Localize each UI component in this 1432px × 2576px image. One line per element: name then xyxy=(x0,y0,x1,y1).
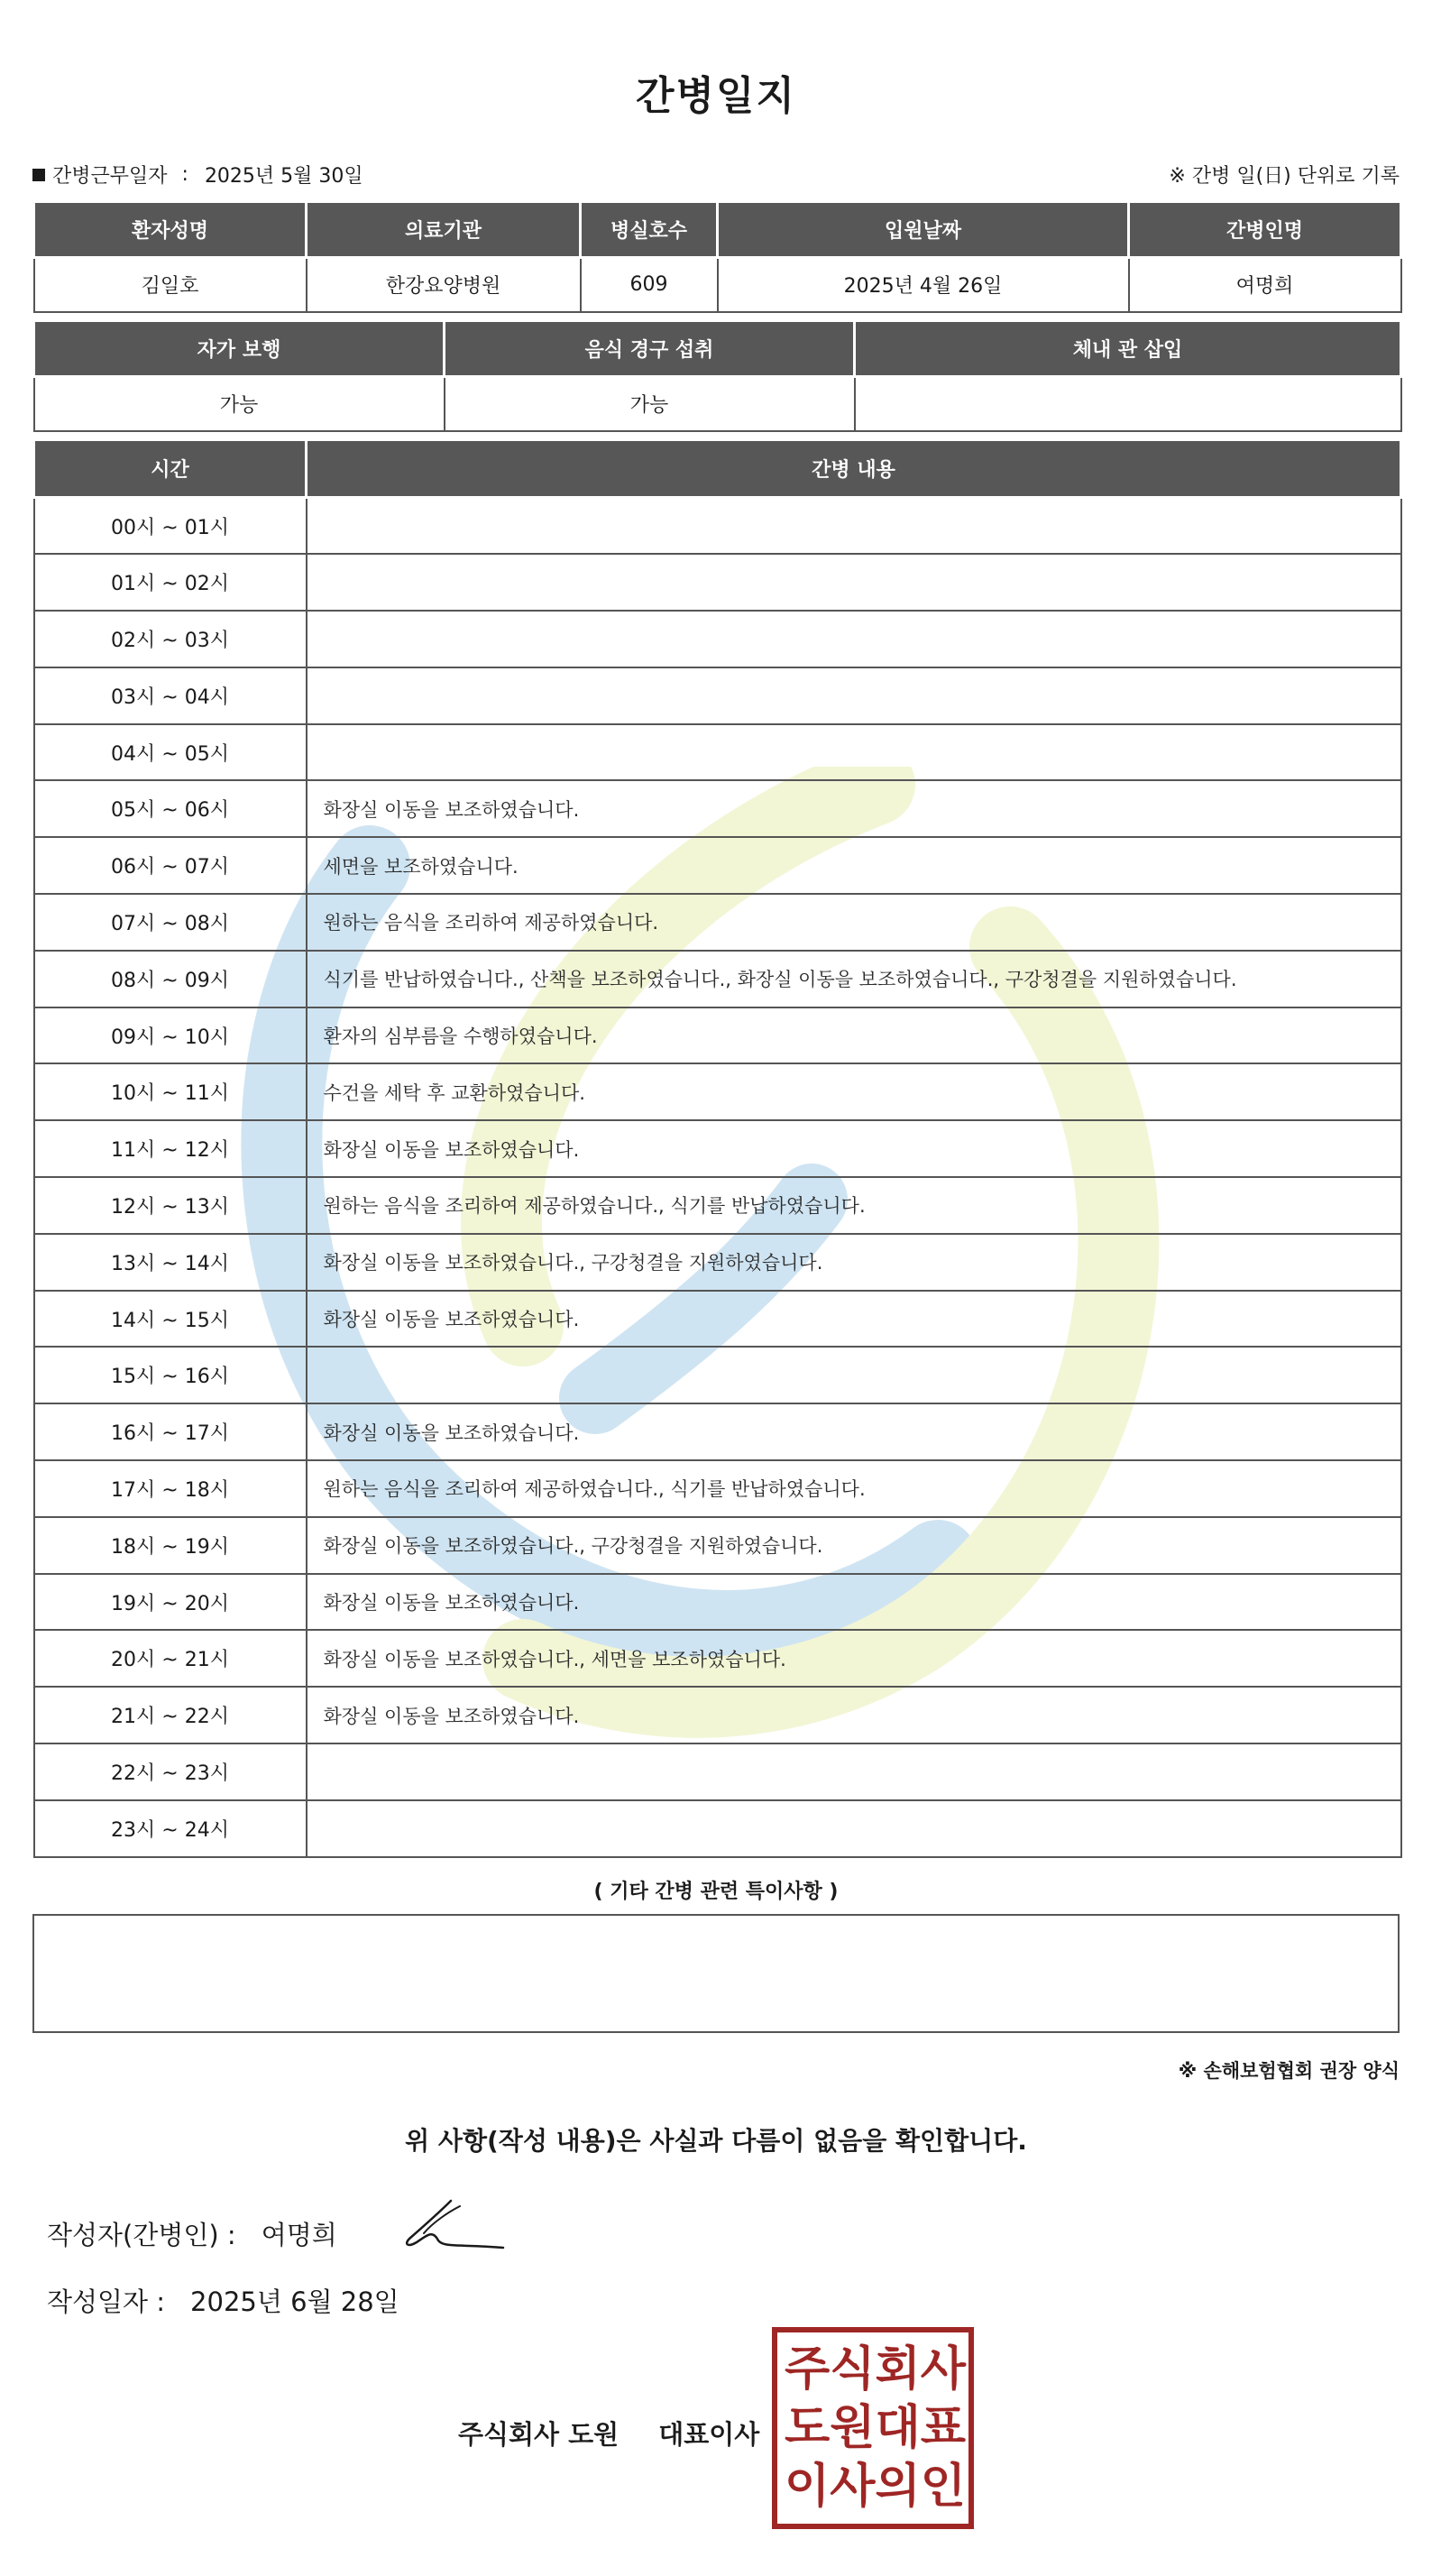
header-self-walking: 자가 보행 xyxy=(34,321,445,377)
writer-label: 작성자(간병인) : xyxy=(47,2220,236,2250)
content-cell xyxy=(307,1347,1401,1403)
header-caregiver-name: 간병인명 xyxy=(1129,202,1401,258)
content-cell: 화장실 이동을 보조하였습니다., 구강청결을 지원하였습니다. xyxy=(307,1234,1401,1291)
time-cell: 14시 ~ 15시 xyxy=(34,1291,307,1348)
time-cell: 00시 ~ 01시 xyxy=(34,498,307,555)
content-cell xyxy=(307,724,1401,781)
care-log-table xyxy=(32,438,1402,1858)
time-cell: 18시 ~ 19시 xyxy=(34,1517,307,1574)
content-cell: 원하는 음식을 조리하여 제공하였습니다., 식기를 반납하였습니다. xyxy=(307,1460,1401,1517)
table-row xyxy=(34,1177,1401,1234)
header-care-content: 간병 내용 xyxy=(307,440,1401,498)
seal-glyph: 인 xyxy=(920,2460,966,2515)
content-cell xyxy=(307,1800,1401,1857)
time-cell: 04시 ~ 05시 xyxy=(34,724,307,781)
table-row xyxy=(34,554,1401,611)
table-row xyxy=(34,1460,1401,1517)
time-cell: 05시 ~ 06시 xyxy=(34,780,307,837)
seal-glyph: 대 xyxy=(875,2400,921,2455)
table-row xyxy=(34,1403,1401,1460)
content-cell: 화장실 이동을 보조하였습니다. xyxy=(307,780,1401,837)
care-log-header-row xyxy=(34,440,1401,498)
patient-info-table xyxy=(32,200,1402,313)
work-date-separator: : xyxy=(181,163,188,186)
table-row xyxy=(34,780,1401,837)
table-row xyxy=(34,1234,1401,1291)
content-cell: 세면을 보조하였습니다. xyxy=(307,837,1401,894)
page-title: 간병일지 xyxy=(635,73,796,119)
patient-info-value-row xyxy=(34,258,1401,312)
work-date-label: 간병근무일자 xyxy=(52,165,168,188)
table-row xyxy=(34,1687,1401,1743)
table-row xyxy=(34,498,1401,555)
hospital-name: 한강요양병원 xyxy=(307,258,581,312)
special-notes-box xyxy=(32,1914,1400,2033)
time-cell: 07시 ~ 08시 xyxy=(34,894,307,951)
time-cell: 20시 ~ 21시 xyxy=(34,1630,307,1687)
content-cell: 화장실 이동을 보조하였습니다. xyxy=(307,1574,1401,1631)
table-row xyxy=(34,611,1401,667)
table-row xyxy=(34,1291,1401,1348)
seal-glyph: 사 xyxy=(920,2341,966,2397)
table-row xyxy=(34,1800,1401,1857)
content-cell: 수건을 세탁 후 교환하였습니다. xyxy=(307,1063,1401,1120)
table-row xyxy=(34,1630,1401,1687)
special-notes-title: ( 기타 간병 관련 특이사항 ) xyxy=(593,1881,839,1903)
writer-name: 여명희 xyxy=(261,2220,337,2250)
table-row xyxy=(34,1517,1401,1574)
time-cell: 12시 ~ 13시 xyxy=(34,1177,307,1234)
oral-intake-value: 가능 xyxy=(445,377,855,431)
work-date-value: 2025년 5월 30일 xyxy=(204,165,363,188)
table-row xyxy=(34,837,1401,894)
content-cell: 화장실 이동을 보조하였습니다. xyxy=(307,1687,1401,1743)
time-cell: 03시 ~ 04시 xyxy=(34,667,307,724)
table-row xyxy=(34,1063,1401,1120)
signature-icon xyxy=(397,2194,514,2257)
time-cell: 21시 ~ 22시 xyxy=(34,1687,307,1743)
time-cell: 19시 ~ 20시 xyxy=(34,1574,307,1631)
write-date-label: 작성일자 : xyxy=(47,2286,166,2317)
header-oral-intake: 음식 경구 섭취 xyxy=(445,321,855,377)
admission-date: 2025년 4월 26일 xyxy=(718,258,1129,312)
time-cell: 16시 ~ 17시 xyxy=(34,1403,307,1460)
representative-title: 대표이사 xyxy=(658,2419,760,2450)
content-cell: 화장실 이동을 보조하였습니다. xyxy=(307,1291,1401,1348)
seal-glyph: 식 xyxy=(830,2341,876,2397)
time-cell: 15시 ~ 16시 xyxy=(34,1347,307,1403)
bullet-square-icon xyxy=(32,169,45,181)
content-cell xyxy=(307,554,1401,611)
company-row xyxy=(458,2415,759,2452)
room-number: 609 xyxy=(581,258,718,312)
content-cell: 식기를 반납하였습니다., 산책을 보조하였습니다., 화장실 이동을 보조하였습니다., 구강청결을 지원하였습니다. xyxy=(307,951,1401,1007)
header-tube-insertion: 체내 관 삽입 xyxy=(855,321,1401,377)
content-cell: 화장실 이동을 보조하였습니다. xyxy=(307,1403,1401,1460)
confirmation-statement: 위 사항(작성 내용)은 사실과 다름이 없음을 확인합니다. xyxy=(405,2126,1027,2156)
time-cell: 17시 ~ 18시 xyxy=(34,1460,307,1517)
header-room-number: 병실호수 xyxy=(581,202,718,258)
header-time: 시간 xyxy=(34,440,307,498)
time-cell: 08시 ~ 09시 xyxy=(34,951,307,1007)
time-cell: 11시 ~ 12시 xyxy=(34,1120,307,1177)
seal-glyph: 회 xyxy=(875,2341,921,2397)
patient-info-header-row xyxy=(34,202,1401,258)
table-row xyxy=(34,1007,1401,1064)
content-cell xyxy=(307,611,1401,667)
seal-glyph: 주 xyxy=(785,2341,831,2397)
self-walking-value: 가능 xyxy=(34,377,445,431)
caregiver-name: 여명희 xyxy=(1129,258,1401,312)
seal-glyph: 원 xyxy=(830,2400,876,2455)
time-cell: 01시 ~ 02시 xyxy=(34,554,307,611)
form-footnote: ※ 손해보험협회 권장 양식 xyxy=(1178,2060,1400,2082)
content-cell: 화장실 이동을 보조하였습니다. xyxy=(307,1120,1401,1177)
content-cell: 원하는 음식을 조리하여 제공하였습니다. xyxy=(307,894,1401,951)
table-row xyxy=(34,1574,1401,1631)
time-cell: 23시 ~ 24시 xyxy=(34,1800,307,1857)
seal-glyph: 도 xyxy=(785,2400,831,2455)
header-admission-date: 입원날짜 xyxy=(718,202,1129,258)
table-row xyxy=(34,1743,1401,1800)
care-status-table xyxy=(32,319,1402,432)
work-date-row xyxy=(32,161,363,189)
time-cell: 22시 ~ 23시 xyxy=(34,1743,307,1800)
company-seal-stamp xyxy=(772,2327,974,2529)
patient-name: 김일호 xyxy=(34,258,307,312)
time-cell: 09시 ~ 10시 xyxy=(34,1007,307,1064)
time-cell: 10시 ~ 11시 xyxy=(34,1063,307,1120)
write-date-row xyxy=(47,2282,399,2319)
content-cell xyxy=(307,1743,1401,1800)
time-cell: 13시 ~ 14시 xyxy=(34,1234,307,1291)
seal-glyph: 이 xyxy=(785,2460,831,2515)
content-cell: 화장실 이동을 보조하였습니다., 세면을 보조하였습니다. xyxy=(307,1630,1401,1687)
content-cell: 원하는 음식을 조리하여 제공하였습니다., 식기를 반납하였습니다. xyxy=(307,1177,1401,1234)
time-cell: 02시 ~ 03시 xyxy=(34,611,307,667)
company-name: 주식회사 도원 xyxy=(458,2419,620,2450)
time-cell: 06시 ~ 07시 xyxy=(34,837,307,894)
table-row xyxy=(34,951,1401,1007)
table-row xyxy=(34,667,1401,724)
seal-glyph: 표 xyxy=(920,2400,966,2455)
table-row xyxy=(34,1120,1401,1177)
content-cell: 화장실 이동을 보조하였습니다., 구강청결을 지원하였습니다. xyxy=(307,1517,1401,1574)
header-patient-name: 환자성명 xyxy=(34,202,307,258)
record-note: ※ 간병 일(日) 단위로 기록 xyxy=(1169,165,1400,188)
header-hospital: 의료기관 xyxy=(307,202,581,258)
table-row xyxy=(34,1347,1401,1403)
writer-row xyxy=(47,2215,337,2252)
care-status-value-row xyxy=(34,377,1401,431)
table-row xyxy=(34,894,1401,951)
content-cell: 환자의 심부름을 수행하였습니다. xyxy=(307,1007,1401,1064)
tube-insertion-value xyxy=(855,377,1401,431)
write-date-value: 2025년 6월 28일 xyxy=(190,2286,399,2317)
content-cell xyxy=(307,667,1401,724)
care-status-header-row xyxy=(34,321,1401,377)
table-row xyxy=(34,724,1401,781)
content-cell xyxy=(307,498,1401,555)
seal-glyph: 의 xyxy=(875,2460,921,2515)
seal-glyph: 사 xyxy=(830,2460,876,2515)
